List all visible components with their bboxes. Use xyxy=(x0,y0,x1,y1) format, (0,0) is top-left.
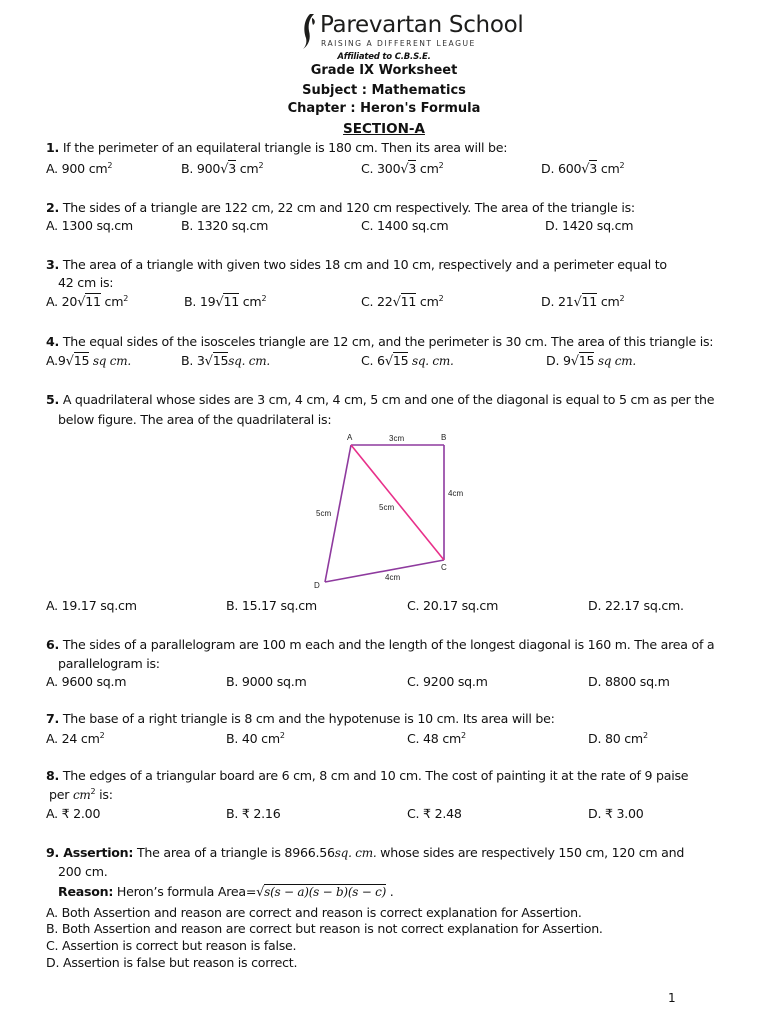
question-3 xyxy=(46,256,667,273)
q9-option-d: D. Assertion is false but reason is correct. xyxy=(46,955,298,970)
question-text: The sides of a parallelogram are 100 m each and the length of the longest diagonal is 160 m. The area of a xyxy=(59,637,715,652)
school-name: Parevartan School xyxy=(320,12,524,38)
vertex-d-label: D xyxy=(314,581,320,590)
question-2 xyxy=(46,199,635,216)
side-bc-label: 4cm xyxy=(448,489,464,498)
question-number: 7. xyxy=(46,711,60,726)
q7-option-a: A. 24 $cm^2$ xyxy=(46,731,105,746)
school-tagline: RAISING A DIFFERENT LEAGUE xyxy=(321,39,476,48)
vertex-b-label: B xyxy=(441,433,447,442)
question-number: 8. xyxy=(46,768,60,783)
q2-option-d: D. 1420 sq.cm xyxy=(545,218,634,233)
q5-option-b: B. 15.17 sq.cm xyxy=(226,598,317,613)
question-number: 1. xyxy=(46,140,60,155)
q6-option-b: B. 9000 sq.m xyxy=(226,674,307,689)
vertex-a-label: A xyxy=(347,433,353,442)
question-number: 9. xyxy=(46,845,60,860)
question-4 xyxy=(46,333,713,350)
q7-option-d: D. 80 $cm^2$ xyxy=(588,731,648,746)
q4-option-d: D. 9√15 sq cm. xyxy=(546,353,636,369)
question-text: The area of a triangle with given two sides 18 cm and 10 cm, respectively and a perimeter equal to xyxy=(59,257,667,272)
q1-option-b: B. 900√3 $cm^2$ xyxy=(181,161,264,177)
quadrilateral-figure xyxy=(305,430,475,590)
q3-option-a: A. 20√11 $cm^2$ xyxy=(46,294,129,310)
q3-option-d: D. 21√11 $cm^2$ xyxy=(541,294,625,310)
q6-option-d: D. 8800 sq.m xyxy=(588,674,670,689)
question-8-continued: per $cm^2$ is: xyxy=(49,787,113,802)
question-number: 5. xyxy=(46,392,60,407)
vertex-c-label: C xyxy=(441,563,447,572)
q4-option-a: A.9√15 sq cm. xyxy=(46,353,131,369)
reason-label: Reason: xyxy=(58,884,114,899)
school-emblem-icon xyxy=(300,12,318,50)
side-dc-label: 4cm xyxy=(385,573,401,582)
affiliation: Affiliated to C.B.S.E. xyxy=(337,52,431,62)
q8-option-b: B. ₹ 2.16 xyxy=(226,806,281,821)
school-logo xyxy=(300,10,524,58)
q6-option-a: A. 9600 sq.m xyxy=(46,674,127,689)
q3-option-c: C. 22√11 $cm^2$ xyxy=(361,294,444,310)
chapter-line: Chapter : Heron's Formula xyxy=(287,101,481,116)
q9-option-b: B. Both Assertion and reason are correct but reason is not correct explanation for Assertion. xyxy=(46,921,603,936)
side-ad-label: 5cm xyxy=(316,509,332,518)
question-number: 4. xyxy=(46,334,60,349)
q2-option-b: B. 1320 sq.cm xyxy=(181,218,269,233)
q3-option-b: B. 19√11 $cm^2$ xyxy=(184,294,267,310)
question-text: A quadrilateral whose sides are 3 cm, 4 cm, 4 cm, 5 cm and one of the diagonal is equal to 5 cm as per the xyxy=(59,392,715,407)
reason-line: Reason: Heron’s formula Area=√s(s − a)(s − b)(s − c) . xyxy=(58,884,394,900)
question-8 xyxy=(46,767,688,784)
q5-option-c: C. 20.17 sq.cm xyxy=(407,598,499,613)
q8-option-c: C. ₹ 2.48 xyxy=(407,806,462,821)
q2-option-c: C. 1400 sq.cm xyxy=(361,218,449,233)
question-9: 9. Assertion: The area of a triangle is 8966.56sq. cm. whose sides are respectively 150 cm, 120 cm and xyxy=(46,845,685,860)
q4-option-b: B. 3√15sq. cm. xyxy=(181,353,270,369)
question-text: The base of a right triangle is 8 cm and the hypotenuse is 10 cm. Its area will be: xyxy=(59,711,555,726)
question-7 xyxy=(46,710,555,727)
q6-option-c: C. 9200 sq.m xyxy=(407,674,488,689)
q7-option-c: C. 48 $cm^2$ xyxy=(407,731,466,746)
subject-line: Subject : Mathematics xyxy=(302,83,466,98)
question-text: The edges of a triangular board are 6 cm, 8 cm and 10 cm. The cost of painting it at the rate of 9 paise xyxy=(59,768,689,783)
question-6-continued: parallelogram is: xyxy=(58,656,160,671)
question-number: 2. xyxy=(46,200,60,215)
q8-option-a: A. ₹ 2.00 xyxy=(46,806,101,821)
question-6 xyxy=(46,636,714,653)
side-ab-label: 3cm xyxy=(389,434,405,443)
question-1 xyxy=(46,139,507,156)
q5-option-d: D. 22.17 sq.cm. xyxy=(588,598,684,613)
question-number: 3. xyxy=(46,257,60,272)
q9-option-a: A. Both Assertion and reason are correct and reason is correct explanation for Assertion. xyxy=(46,905,582,920)
q2-option-a: A. 1300 sq.cm xyxy=(46,218,133,233)
question-5-continued: below figure. The area of the quadrilateral is: xyxy=(58,412,332,427)
assertion-label: Assertion: xyxy=(59,845,134,860)
worksheet-title: Grade IX Worksheet xyxy=(310,63,458,78)
section-heading: SECTION-A xyxy=(343,121,425,137)
question-5 xyxy=(46,391,714,408)
q7-option-b: B. 40 $cm^2$ xyxy=(226,731,285,746)
q1-option-a: A. 900 $cm^2$ xyxy=(46,161,113,176)
question-3-continued: 42 cm is: xyxy=(58,275,114,290)
question-text: If the perimeter of an equilateral triangle is 180 cm. Then its area will be: xyxy=(59,140,508,155)
q8-option-d: D. ₹ 3.00 xyxy=(588,806,644,821)
q9-option-c: C. Assertion is correct but reason is false. xyxy=(46,938,297,953)
question-number: 6. xyxy=(46,637,60,652)
q5-option-a: A. 19.17 sq.cm xyxy=(46,598,137,613)
q4-option-c: C. 6√15 sq. cm. xyxy=(361,353,454,369)
q1-option-d: D. 600√3 $cm^2$ xyxy=(541,161,625,177)
diagonal-ac-label: 5cm xyxy=(379,503,395,512)
question-text: The sides of a triangle are 122 cm, 22 cm and 120 cm respectively. The area of the triangle is: xyxy=(59,200,635,215)
diagonal-ac xyxy=(351,445,444,560)
q1-option-c: C. 300√3 $cm^2$ xyxy=(361,161,444,177)
question-9-continued: 200 cm. xyxy=(58,864,108,879)
page-number: 1 xyxy=(668,991,676,1005)
question-text: The equal sides of the isosceles triangle are 12 cm, and the perimeter is 30 cm. The area of this triangle is: xyxy=(59,334,714,349)
